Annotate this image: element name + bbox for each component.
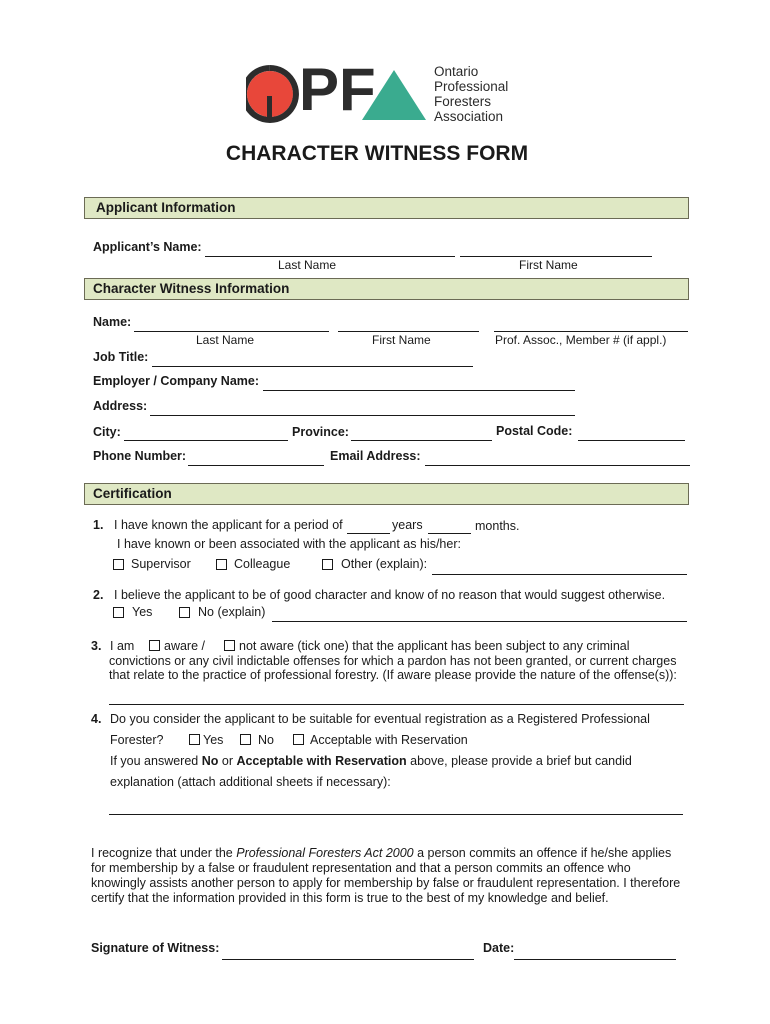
checkbox-q2-yes[interactable] [113,607,124,618]
q3-offense-field[interactable] [109,704,684,705]
phone-field[interactable] [188,465,324,466]
q3-number: 3. [91,639,102,653]
logo-line-association: Association [434,109,504,124]
q1-line2: I have known or been associated with the applicant as his/her: [117,537,461,551]
q1-years-field[interactable] [347,533,390,534]
witness-member-caption: Prof. Assoc., Member # (if appl.) [495,333,667,347]
certification-header-text: Certification [93,486,172,501]
witness-first-name-field[interactable] [338,331,479,332]
email-label: Email Address: [330,449,421,463]
province-field[interactable] [351,440,492,441]
witness-first-name-caption: First Name [372,333,431,347]
colleague-label: Colleague [234,557,291,571]
declaration-post: a person commits an offence if he/she applies [413,846,672,860]
checkbox-q4-yes[interactable] [189,734,200,745]
checkbox-q4-reservation[interactable] [293,734,304,745]
q1-months-label: months. [475,519,520,533]
checkbox-q2-no[interactable] [179,607,190,618]
section-witness-header [84,278,689,300]
province-label: Province: [292,425,349,439]
address-label: Address: [93,399,148,413]
job-title-label: Job Title: [93,350,149,364]
aware-label: aware / [164,639,205,653]
date-label: Date: [483,941,515,955]
logo-org-name [434,64,508,124]
applicant-last-name-caption: Last Name [278,258,337,272]
checkbox-not-aware[interactable] [224,640,235,651]
q4-if-acc: Acceptable with Reservation [236,754,407,768]
q1-years-label: years [392,518,423,532]
q4-if-no: No [201,754,219,768]
opfa-logo [246,56,536,126]
address-field[interactable] [150,415,575,416]
postal-code-label: Postal Code: [496,424,573,438]
q4-if-rest: above, please provide a brief but candid [406,754,632,768]
form-title: CHARACTER WITNESS FORM [225,142,529,165]
other-explain-field[interactable] [432,574,687,575]
checkbox-aware[interactable] [149,640,160,651]
q4-reservation-label: Acceptable with Reservation [310,733,468,747]
q2-yes-label: Yes [132,605,153,619]
employer-label: Employer / Company Name: [93,374,260,388]
job-title-field[interactable] [152,366,473,367]
supervisor-label: Supervisor [131,557,191,571]
other-label: Other (explain): [341,557,428,571]
q2-number: 2. [93,588,104,602]
checkbox-q4-no[interactable] [240,734,251,745]
q1-text: I have known the applicant for a period of [114,518,343,532]
email-field[interactable] [425,465,690,466]
q4-number: 4. [91,712,102,726]
q4-instruction [110,754,632,768]
city-field[interactable] [124,440,288,441]
q3-line1-rest: not aware (tick one) that the applicant has been subject to any criminal [239,639,630,653]
logo-letter-p: P [299,56,340,123]
logo-tree-trunk [267,96,272,120]
signature-label: Signature of Witness: [91,941,220,955]
q4-explanation-field[interactable] [109,814,683,815]
q4-if-or: or [218,754,237,768]
checkbox-supervisor[interactable] [113,559,124,570]
applicant-first-name-caption: First Name [519,258,578,272]
checkbox-other[interactable] [322,559,333,570]
q3-i-am: I am [110,639,135,653]
q4-forester: Forester? [110,733,164,747]
witness-name-label: Name: [93,315,132,329]
q4-line1: Do you consider the applicant to be suitable for eventual registration as a Registered Professional [110,712,650,726]
q4-if-prefix: If you answered [110,754,202,768]
witness-last-name-field[interactable] [134,331,329,332]
logo-line-foresters: Foresters [434,94,492,109]
applicant-header-text: Applicant Information [96,200,236,215]
q2-no-label: No (explain) [198,605,266,619]
logo-line-professional: Professional [434,79,509,94]
declaration-text [91,846,680,906]
witness-last-name-caption: Last Name [196,333,255,347]
applicant-last-name-field[interactable] [205,256,455,257]
q3-line3: that relate to the practice of professional forestry. (If aware please provide the nature of the offense(s)): [109,668,677,682]
city-label: City: [93,425,121,439]
logo-letter-f: F [339,56,376,123]
phone-label: Phone Number: [93,449,187,463]
witness-header-text: Character Witness Information [93,281,290,296]
q4-yes-label: Yes [203,733,224,747]
q4-line3: explanation (attach additional sheets if necessary): [110,775,391,789]
witness-member-field[interactable] [494,331,688,332]
declaration-line1 [91,846,680,861]
q2-text: I believe the applicant to be of good character and know of no reason that would suggest otherwise. [114,588,666,602]
section-certification-header [84,483,689,505]
section-applicant-header [84,197,689,219]
declaration-line4: certify that the information provided in this form is true to the best of my knowledge and belief. [91,891,609,905]
q1-months-field[interactable] [428,533,471,534]
q3-line2: convictions or any civil indictable offenses for which a pardon has not been granted, or current charges [109,654,677,668]
postal-code-field[interactable] [578,440,685,441]
q2-explain-field[interactable] [272,621,687,622]
signature-field[interactable] [222,959,474,960]
logo-line-ontario: Ontario [434,64,479,79]
date-field[interactable] [514,959,676,960]
applicant-first-name-field[interactable] [460,256,652,257]
employer-field[interactable] [263,390,575,391]
declaration-act: Professional Foresters Act 2000 [236,846,414,860]
q4-no-label: No [258,733,274,747]
declaration-line3: knowingly assists another person to apply for membership by false or fraudulent representation. I therefore [91,876,681,890]
q1-number: 1. [93,518,104,532]
declaration-line2: for membership by a false or fraudulent representation and that a person commits an offence who [91,861,631,875]
checkbox-colleague[interactable] [216,559,227,570]
declaration-pre: I recognize that under the [91,846,237,860]
applicant-name-label: Applicant’s Name: [93,240,202,254]
logo-letter-a [377,56,420,124]
